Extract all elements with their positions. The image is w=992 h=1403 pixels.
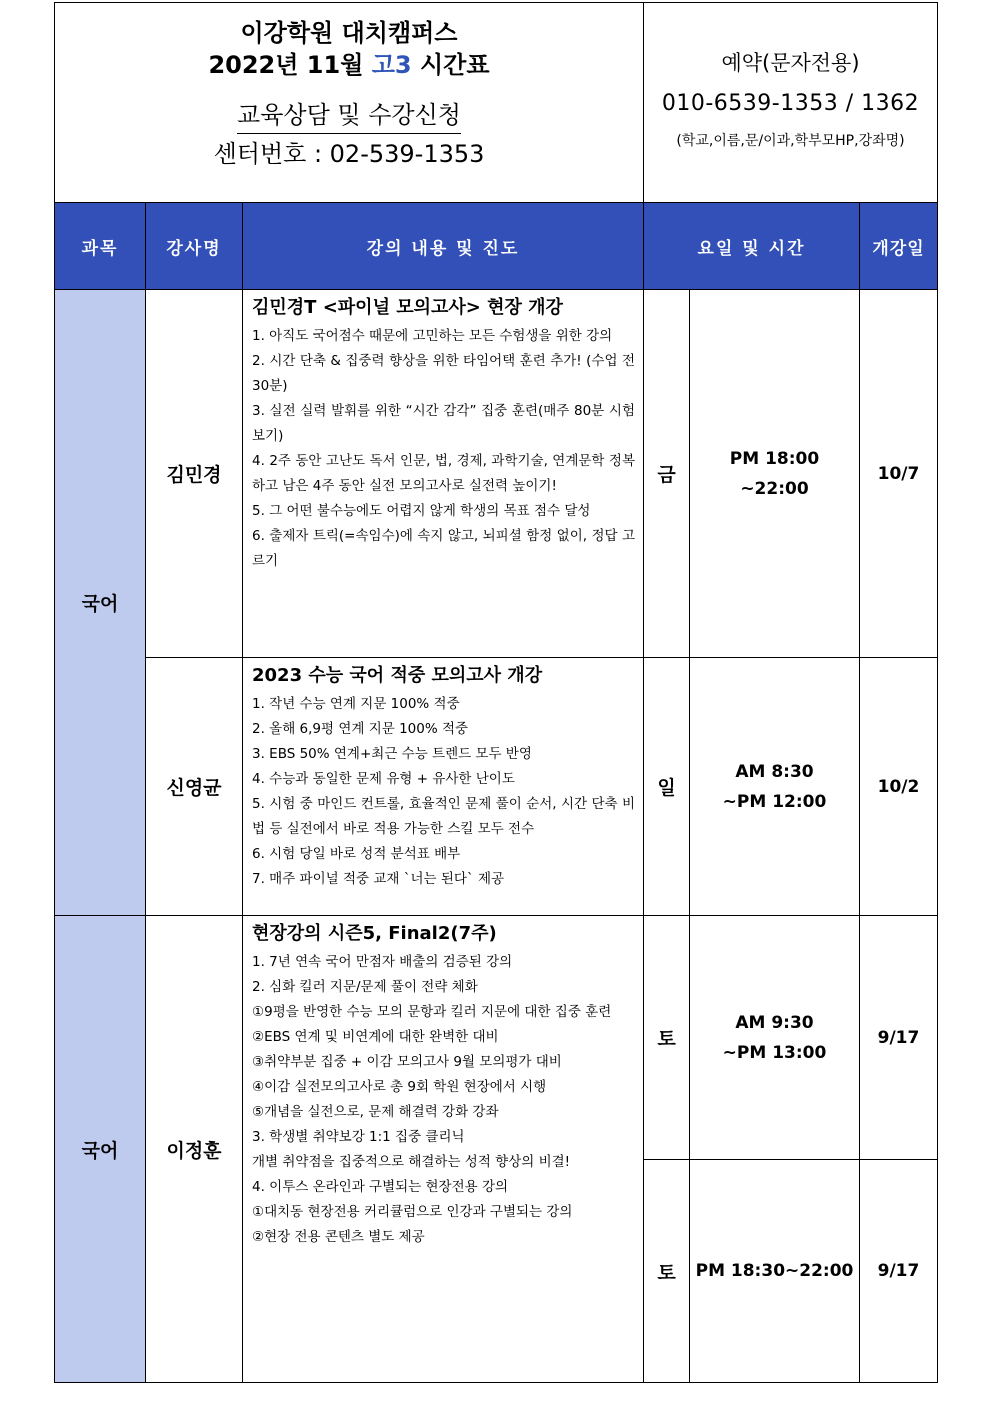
- consult-label: 교육상담 및 수강신청: [237, 99, 461, 134]
- course-line: 1. 아직도 국어점수 때문에 고민하는 모든 수험생을 위한 강의: [252, 328, 613, 344]
- course-line: ①9평을 반영한 수능 모의 문항과 킬러 지문에 대한 집중 훈련: [252, 1004, 612, 1020]
- title-year: 2022년 11월: [208, 51, 364, 79]
- course-line: 1. 7년 연속 국어 만점자 배출의 검증된 강의: [252, 954, 513, 970]
- teacher-name: 신영균: [145, 657, 243, 916]
- teacher-name: 김민경: [145, 289, 243, 658]
- course-line: 7. 매주 파이널 적중 교재 `너는 된다` 제공: [252, 871, 505, 887]
- course-line: 2. 올해 6,9평 연계 지문 100% 적중: [252, 721, 469, 737]
- course-content: [242, 289, 644, 658]
- course-line: 3. 실전 실력 발휘를 위한 “시간 감각” 집중 훈련(매주 80분 시험보기): [252, 403, 635, 444]
- course-line: 3. EBS 50% 연계+최근 수능 트렌드 모두 반영: [252, 746, 532, 762]
- course-line: ④이감 실전모의고사로 총 9회 학원 현장에서 시행: [252, 1079, 547, 1095]
- subject-cell: 국어: [54, 915, 146, 1383]
- class-time-start: AM 8:30: [735, 761, 814, 782]
- course-line: 6. 출제자 트릭(=속임수)에 속지 않고, 뇌피셜 함정 없이, 정답 고르기: [252, 528, 635, 569]
- start-date: 9/17: [859, 1159, 938, 1383]
- class-time-start: AM 9:30: [735, 1012, 814, 1033]
- course-line: ①대치동 현장전용 커리큘럼으로 인강과 구별되는 강의: [252, 1204, 573, 1220]
- start-date: 10/2: [859, 657, 938, 916]
- col-header-schedule: 요일 및 시간: [643, 202, 860, 290]
- course-line: 개별 취약점을 집중적으로 해결하는 성적 향상의 비결!: [252, 1154, 571, 1170]
- academy-title: 이강학원 대치캠퍼스: [240, 19, 458, 47]
- header-title-block: [54, 2, 644, 203]
- course-title: 2023 수능 국어 적중 모의고사 개강: [252, 665, 543, 686]
- class-day: 일: [643, 657, 690, 916]
- col-header-teacher: 강사명: [145, 202, 243, 290]
- course-line: 1. 작년 수능 연계 지문 100% 적중: [252, 696, 460, 712]
- class-time: [689, 915, 860, 1160]
- course-line: 2. 시간 단축 & 집중력 향상을 위한 타임어택 훈련 추가! (수업 전 30분): [252, 353, 635, 394]
- course-line: 6. 시험 당일 바로 성적 분석표 배부: [252, 846, 461, 862]
- class-time-start: PM 18:00: [729, 448, 820, 469]
- course-line: 4. 2주 동안 고난도 독서 인문, 법, 경제, 과학기술, 연계문학 정복하고 남은 4주 동안 실전 모의고사로 실전력 높이기!: [252, 453, 635, 494]
- course-line: 5. 그 어떤 불수능에도 어렵지 않게 학생의 목표 점수 달성: [252, 503, 591, 519]
- course-line: ③취약부분 집중 + 이감 모의고사 9월 모의평가 대비: [252, 1054, 562, 1070]
- class-time-end: ~22:00: [740, 478, 809, 499]
- class-day: 금: [643, 289, 690, 658]
- class-time-end: ~PM 12:00: [722, 791, 827, 812]
- reserve-phone: 010-6539-1353 / 1362: [661, 91, 920, 116]
- course-line: ②현장 전용 콘텐츠 별도 제공: [252, 1229, 425, 1245]
- col-header-start-date: 개강일: [859, 202, 938, 290]
- course-line: ②EBS 연계 및 비연계에 대한 완벽한 대비: [252, 1029, 499, 1045]
- start-date: 10/7: [859, 289, 938, 658]
- course-title: 현장강의 시즌5, Final2(7주): [252, 923, 497, 944]
- center-phone: 센터번호 : 02-539-1353: [213, 140, 485, 168]
- header-reserve-block: [643, 2, 938, 203]
- class-day: 토: [643, 915, 690, 1160]
- col-header-content: 강의 내용 및 진도: [242, 202, 644, 290]
- teacher-name: 이정훈: [145, 915, 243, 1383]
- course-line: 2. 심화 킬러 지문/문제 풀이 전략 체화: [252, 979, 478, 995]
- title-suffix: 시간표: [419, 51, 490, 79]
- col-header-subject: 과목: [54, 202, 146, 290]
- reserve-note: (학교,이름,문/이과,학부모HP,강좌명): [676, 133, 905, 149]
- start-date: 9/17: [859, 915, 938, 1160]
- course-line: 4. 수능과 동일한 문제 유형 + 유사한 난이도: [252, 771, 515, 787]
- course-title: 김민경T <파이널 모의고사> 현장 개강: [252, 297, 563, 318]
- timetable-sheet: [54, 2, 938, 1383]
- timetable-title: [55, 49, 643, 81]
- class-day: 토: [643, 1159, 690, 1383]
- class-time: [689, 289, 860, 658]
- class-time: [689, 657, 860, 916]
- course-content: [242, 915, 644, 1383]
- course-content: [242, 657, 644, 916]
- title-grade: 고3: [371, 51, 412, 79]
- class-time-end: ~PM 13:00: [722, 1042, 827, 1063]
- course-line: 3. 학생별 취약보강 1:1 집중 클리닉: [252, 1129, 465, 1145]
- course-line: ⑤개념을 실전으로, 문제 해결력 강화 강좌: [252, 1104, 499, 1120]
- course-line: 5. 시험 중 마인드 컨트롤, 효율적인 문제 풀이 순서, 시간 단축 비법 등 실전에서 바로 적용 가능한 스킬 모두 전수: [252, 796, 635, 837]
- course-line: 4. 이투스 온라인과 구별되는 현장전용 강의: [252, 1179, 509, 1195]
- reserve-label: 예약(문자전용): [721, 51, 860, 75]
- class-time: PM 18:30~22:00: [689, 1159, 860, 1383]
- subject-cell: 국어: [54, 289, 146, 916]
